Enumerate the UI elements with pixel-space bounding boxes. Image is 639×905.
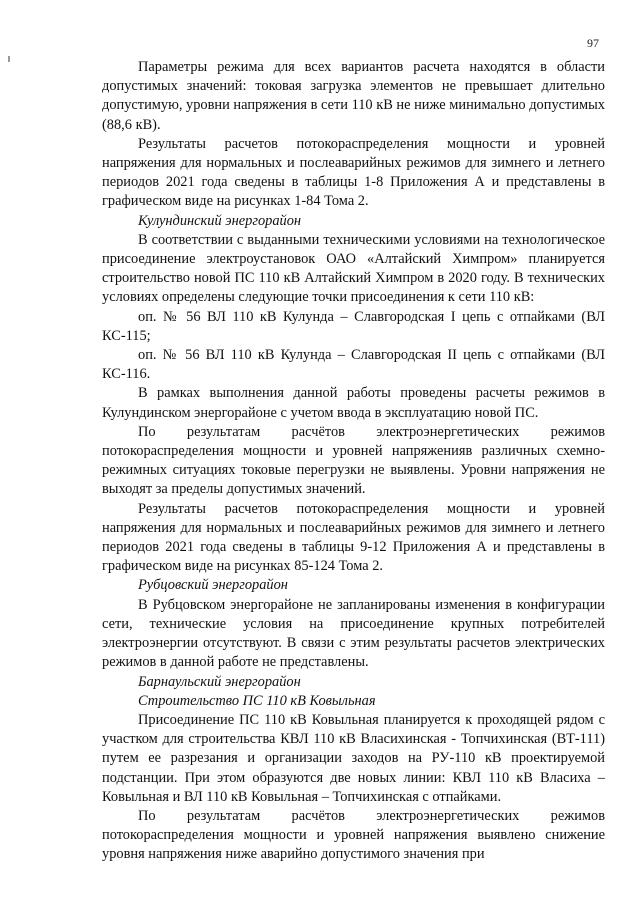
scan-artifact xyxy=(8,56,10,62)
paragraph-kulunda-tech-conditions: В соответствии с выданными техническими условиями на технологическое присоединение электроустановок ОАО «Алтайский Химпром» планируется строительство новой ПС 110 кВ Алтайский Химпром в 2020 году. В технических условиях определены следующие точки присоединения к сети 110 кВ: xyxy=(102,231,605,306)
paragraph-kovylnaya-connection: Присоединение ПС 110 кВ Ковыльная планируется к проходящей рядом с участком для строительства КВЛ 110 кВ Власихинская - Топчихинская (ВТ-111) путем ее разрезания и организации заходов на РУ-110 кВ проектируемой подстанции. При этом образуются две новых линии: КВЛ 110 кВ Власиха – Ковыльная и ВЛ 110 кВ Ковыльная – Топчихинская с отпайками. xyxy=(102,711,605,805)
paragraph-kulunda-results: По результатам расчётов электроэнергетических режимов потокораспределения мощности и уровней напряженияв различных схемно-режимных ситуациях токовые перегрузки не выявлены. Уровни напряжения не выходят за пределы допустимых значений. xyxy=(102,423,605,498)
paragraph-rubtsovsk: В Рубцовском энергорайоне не запланированы изменения в конфигурации сети, технические условия на присоединение крупных потребителей электроэнергии отсутствуют. В связи с этим результаты расчетов электрических режимов в данной работе не представлены. xyxy=(102,596,605,671)
paragraph-kulunda-tables: Результаты расчетов потокораспределения мощности и уровней напряжения для нормальных и послеаварийных режимов для зимнего и летнего периодов 2021 года сведены в таблицы 9-12 Приложения А и представлены в графическом виде на рисунках 85-124 Тома 2. xyxy=(102,500,605,575)
section-heading-kulunda: Кулундинский энергорайон xyxy=(138,212,302,229)
section-heading-barnaul: Барнаульский энергорайон xyxy=(138,673,301,690)
paragraph-kovylnaya-results: По результатам расчётов электроэнергетических режимов потокораспределения мощности и уровней напряжения выявлено снижение уровня напряжения ниже аварийно допустимого значения при xyxy=(102,807,605,863)
subsection-heading-kovylnaya: Строительство ПС 110 кВ Ковыльная xyxy=(138,692,376,709)
paragraph-results-summary: Результаты расчетов потокораспределения мощности и уровней напряжения для нормальных и послеаварийных режимов для зимнего и летнего периодов 2021 года сведены в таблицы 1-8 Приложения А и представлены в графическом виде на рисунках 1-84 Тома 2. xyxy=(102,135,605,210)
page-number: 97 xyxy=(587,36,599,50)
paragraph-connection-point-2: оп. № 56 ВЛ 110 кВ Кулунда – Славгородская II цепь с отпайками (ВЛ КС-116. xyxy=(102,347,605,383)
paragraph-kulunda-calculations: В рамках выполнения данной работы проведены расчеты режимов в Кулундинском энергорайоне с учетом ввода в эксплуатацию новой ПС. xyxy=(102,385,605,421)
document-body xyxy=(102,58,605,865)
section-heading-rubtsovsk: Рубцовский энергорайон xyxy=(138,577,288,594)
paragraph-mode-parameters: Параметры режима для всех вариантов расчета находятся в области допустимых значений: токовая загрузка элементов не превышает длительно допустимую, уровни напряжения в сети 110 кВ не ниже минимально допустимых (88,6 кВ). xyxy=(102,59,605,133)
paragraph-connection-point-1: оп. № 56 ВЛ 110 кВ Кулунда – Славгородская I цепь с отпайками (ВЛ КС-115; xyxy=(102,308,605,344)
